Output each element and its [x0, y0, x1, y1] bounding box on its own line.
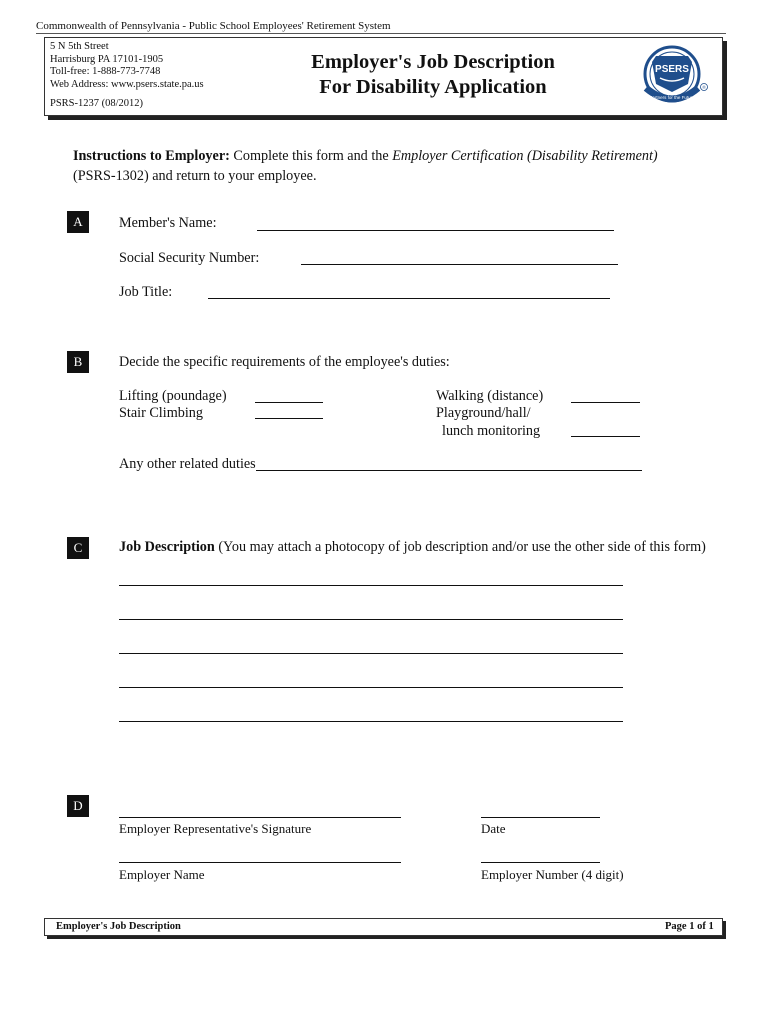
- job-description-heading: [119, 539, 706, 556]
- job-description-line[interactable]: [119, 653, 623, 654]
- section-c-badge: C: [67, 537, 89, 559]
- stair-climbing-label: Stair Climbing: [119, 405, 203, 421]
- form-title-line2: For Disability Application: [319, 76, 547, 98]
- member-name-label: Member's Name:: [119, 215, 217, 231]
- logo-ring-text: Partners for the Future: [649, 95, 695, 100]
- job-description-line[interactable]: [119, 721, 623, 722]
- instructions-text2: (PSRS-1302) and return to your employee.: [73, 168, 317, 184]
- registered-mark: ®: [702, 85, 706, 90]
- footer-title: Employer's Job Description: [56, 921, 181, 932]
- date-field[interactable]: [481, 817, 600, 818]
- psers-logo-icon: [638, 44, 710, 108]
- employer-number-field[interactable]: [481, 862, 600, 863]
- job-title-label: Job Title:: [119, 284, 173, 300]
- section-a-badge: A: [67, 211, 89, 233]
- employer-number-label: Employer Number (4 digit): [481, 867, 624, 882]
- walking-field[interactable]: [571, 402, 640, 403]
- other-duties-field[interactable]: [256, 470, 642, 471]
- other-duties-label: Any other related duties: [119, 456, 256, 472]
- job-description-title: Job Description: [119, 539, 215, 555]
- tollfree-number: Toll-free: 1-888-773-7748: [50, 66, 161, 77]
- employer-name-field[interactable]: [119, 862, 401, 863]
- playground-field[interactable]: [571, 436, 640, 437]
- section-b-badge: B: [67, 351, 89, 373]
- stair-climbing-field[interactable]: [255, 418, 323, 419]
- instructions: [73, 146, 698, 186]
- lifting-field[interactable]: [255, 402, 323, 403]
- duties-prompt: Decide the specific requirements of the employee's duties:: [119, 354, 450, 370]
- playground-label-line2: lunch monitoring: [442, 423, 541, 439]
- job-description-line[interactable]: [119, 687, 623, 688]
- address-block: [50, 41, 204, 91]
- job-description-line[interactable]: [119, 585, 623, 586]
- job-description-line[interactable]: [119, 619, 623, 620]
- playground-label-line1: Playground/hall/: [436, 405, 531, 421]
- signature-label: Employer Representative's Signature: [119, 821, 312, 836]
- page-number: Page 1 of 1: [665, 921, 714, 932]
- form-title-line1: Employer's Job Description: [311, 51, 555, 73]
- logo-text: PSERS: [655, 64, 689, 75]
- employer-name-label: Employer Name: [119, 867, 205, 882]
- form-number: PSRS-1237 (08/2012): [50, 98, 144, 109]
- header-rule: [36, 33, 726, 34]
- ssn-field[interactable]: [301, 264, 618, 265]
- walking-label: Walking (distance): [436, 388, 544, 404]
- job-title-field[interactable]: [208, 298, 610, 299]
- date-label: Date: [481, 821, 506, 836]
- web-address: Web Address: www.psers.state.pa.us: [50, 78, 204, 90]
- instructions-text1: Complete this form and the: [229, 148, 393, 164]
- job-description-note: (You may attach a photocopy of job description and/or use the other side of this form): [214, 539, 706, 555]
- ssn-label: Social Security Number:: [119, 250, 260, 266]
- address-street: 5 N 5th Street: [50, 41, 109, 52]
- address-city: Harrisburg PA 17101-1905: [50, 53, 164, 65]
- agency-name: Commonwealth of Pennsylvania - Public School Employees' Retirement System: [36, 20, 391, 32]
- instructions-lead: Instructions to Employer:: [73, 148, 230, 164]
- lifting-label: Lifting (poundage): [119, 388, 227, 404]
- section-d-badge: D: [67, 795, 89, 817]
- instructions-italic: Employer Certification (Disability Retirement): [392, 148, 658, 164]
- signature-field[interactable]: [119, 817, 401, 818]
- member-name-field[interactable]: [257, 230, 614, 231]
